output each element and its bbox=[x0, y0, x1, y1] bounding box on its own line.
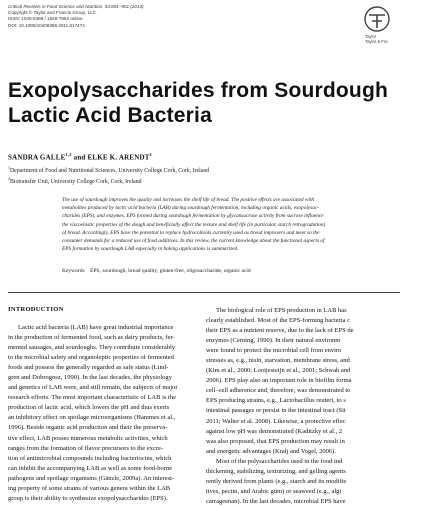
body-text-line: gren and Dobrogosz, 1990). In the last decades, the physiology bbox=[8, 374, 172, 382]
abstract-line: the viscoelastic properties of the dough and beneficially affect the texture and shelf life (in particular, starch retrogradation) bbox=[62, 221, 326, 228]
affiliations bbox=[8, 164, 209, 186]
abstract bbox=[62, 196, 412, 253]
abstract-line: charides (EPS), and enzymes. EPS formed during sourdough fermentation by glycansucrase activity from sucrose influence bbox=[62, 213, 324, 220]
section-heading: INTRODUCTION bbox=[8, 306, 64, 313]
body-text-line: group is their ability to synthesize exopolysaccharides (EPS). bbox=[8, 494, 168, 502]
journal-header bbox=[8, 4, 348, 29]
abstract-line: metabolites produced by lactic acid bacteria (LAB) during sourdough fermentation, including organic acids, exopolysac- bbox=[62, 205, 319, 212]
body-text-line: 1996). Beside organic acid production and their the preserva- bbox=[8, 424, 168, 432]
issn-line: ISSN: 1040-8398 / 1549-7852 online bbox=[8, 16, 83, 22]
author-line: SANDRA GALLE$^{1,2}$ and ELKE K. ARENDT$^1$ bbox=[8, 152, 153, 162]
abstract-line: of bread. Accordingly, EPS have the potential to replace hydrocolloids currently used as bread improvers and meet so the bbox=[62, 229, 320, 236]
body-text-line: 2006). EPS play also an important role in biofilm forma bbox=[206, 377, 352, 385]
body-text-line: in the production of fermented food, such as dairy products, fer- bbox=[8, 334, 175, 342]
publisher-logo-icon bbox=[360, 4, 394, 36]
body-text-line: was also proposed, that EPS production may result in bbox=[206, 437, 345, 445]
body-text-line: EPS producing strains, e.g., Lactobacillus reuteri, to s bbox=[206, 397, 346, 405]
body-text-line: intestinal passages or persist in the intestinal tract (Sit bbox=[206, 407, 346, 415]
publisher-logo-text: Taylor Taylor & Fra bbox=[365, 34, 388, 44]
affiliation-1: $^1$Department of Food and Nutritional Sciences, University College Cork, Cork, Ireland bbox=[8, 165, 210, 174]
article-title-line-1: Exopolysaccharides from Sourdough bbox=[8, 79, 389, 102]
body-text-line: ing property of some strains of various genera within the LAB bbox=[8, 484, 171, 492]
body-text-line: tives, pectin, and Arabic gum) or seaweed (e.g., algi bbox=[206, 487, 342, 495]
article-title bbox=[8, 78, 428, 128]
body-text-line: pathogens and spoilage organisms (Gänzle, 2009a). An interest- bbox=[8, 474, 175, 482]
body-text-line: can inhibit the accompanying LAB as well as some food-borne bbox=[8, 464, 173, 472]
abstract-line: The use of sourdough improves the quality and increases the shelf life of bread. The positive effects are associated with bbox=[62, 197, 315, 203]
section-divider bbox=[8, 292, 400, 293]
keywords: Keywords EPS, sourdough, bread quality, gluten-free, oligosaccharide, organic acid bbox=[62, 268, 251, 274]
body-text-line: cell–cell adherence and, therefore, was demonstrated to bbox=[206, 387, 351, 395]
body-text-line: an inhibitory effect on spoilage microorganisms (Hammes et al., bbox=[8, 414, 176, 422]
abstract-line: consumer demands for a reduced use of food additives. In this review, the current knowledge about the functional aspects of bbox=[62, 238, 325, 245]
body-text-line: research efforts. The most important characteristic of LAB is the bbox=[8, 394, 176, 402]
journal-title-line: Critical Reviews in Food Science and Nutrition, 54:891–901 (2014) bbox=[8, 4, 144, 9]
body-text-line: rently derived from plants (e.g., starch and its modifie bbox=[206, 477, 347, 485]
copyright-line: Copyright © Taylor and Francis Group, LLC bbox=[8, 10, 97, 16]
body-text-line: stresses as, e.g., nisin, starvation, membrane stress, and bbox=[206, 357, 350, 365]
body-column-right bbox=[206, 306, 406, 507]
body-text-line: were found to protect the microbial cell from enviro bbox=[206, 347, 342, 355]
body-text-line: production of lactic acid, which lowers the pH and thus exerts bbox=[8, 404, 170, 412]
body-text-line: to the microbial safety and organoleptic properties of fermented bbox=[8, 354, 174, 362]
body-text-line: ranges from the formation of flavor precursors to the excre- bbox=[8, 444, 164, 452]
body-text-line: their EPS as a nutrient reserve, due to the lack of EPS de bbox=[206, 327, 354, 335]
body-text-line: Most of the polysaccharides used in the food ind bbox=[216, 457, 343, 465]
body-text-line: tive effect, LAB posses numerous metabolic activities, which bbox=[8, 434, 168, 442]
keywords-text: EPS, sourdough, bread quality, gluten-free, oligosaccharide, organic acid bbox=[84, 268, 251, 274]
body-text-line: carrageenan). In the last decades, microbial EPS have bbox=[206, 497, 346, 505]
body-text-line: tion of antimicrobial compounds including bacteriocins, which bbox=[8, 454, 172, 462]
body-text-line: and genetics of LAB were, and still remain, the subjects of major bbox=[8, 384, 178, 392]
body-text-line: Lactic acid bacteria (LAB) have great industrial importance bbox=[18, 324, 174, 331]
doi-line: DOI: 10.1080/10408398.2011.617474 bbox=[8, 22, 85, 28]
body-text-line: The biological role of EPS production in LAB has bbox=[216, 307, 347, 314]
body-text-line: mented sausages, and sourdoughs. They contribute considerably bbox=[8, 344, 176, 352]
body-text-line: (Kim et al., 2000; Looijesteijn et al., 2001; Schwab and bbox=[206, 367, 351, 375]
body-column-left bbox=[8, 323, 198, 504]
body-text-line: against low pH was demonstrated (Kaditzky et al., 2 bbox=[206, 427, 343, 435]
body-text-line: foods and possess the generally regarded as safe status (Lind- bbox=[8, 364, 169, 372]
body-text-line: and energetic advantages (Kralj and Vogel, 2006). bbox=[206, 447, 336, 455]
body-text-line: enzymes (Cerning, 1990). In their natural environm bbox=[206, 337, 341, 345]
article-title-line-2: Lactic Acid Bacteria bbox=[8, 104, 212, 127]
body-text-line: 2011; Walter et al. 2008). Likewise, a protective effec bbox=[206, 417, 346, 425]
body-text-line: clearly established. Most of the EPS-forming bacteria c bbox=[206, 317, 351, 325]
affiliation-2: $^2$Biotransfer Unit, University College Cork, Cork, Ireland bbox=[8, 175, 142, 185]
abstract-line: EPS formation by sourdough LAB especially in baking applications is summarized. bbox=[62, 246, 239, 253]
body-text-line: thickening, stabilizing, texturizing, and gelling agents bbox=[206, 467, 346, 475]
